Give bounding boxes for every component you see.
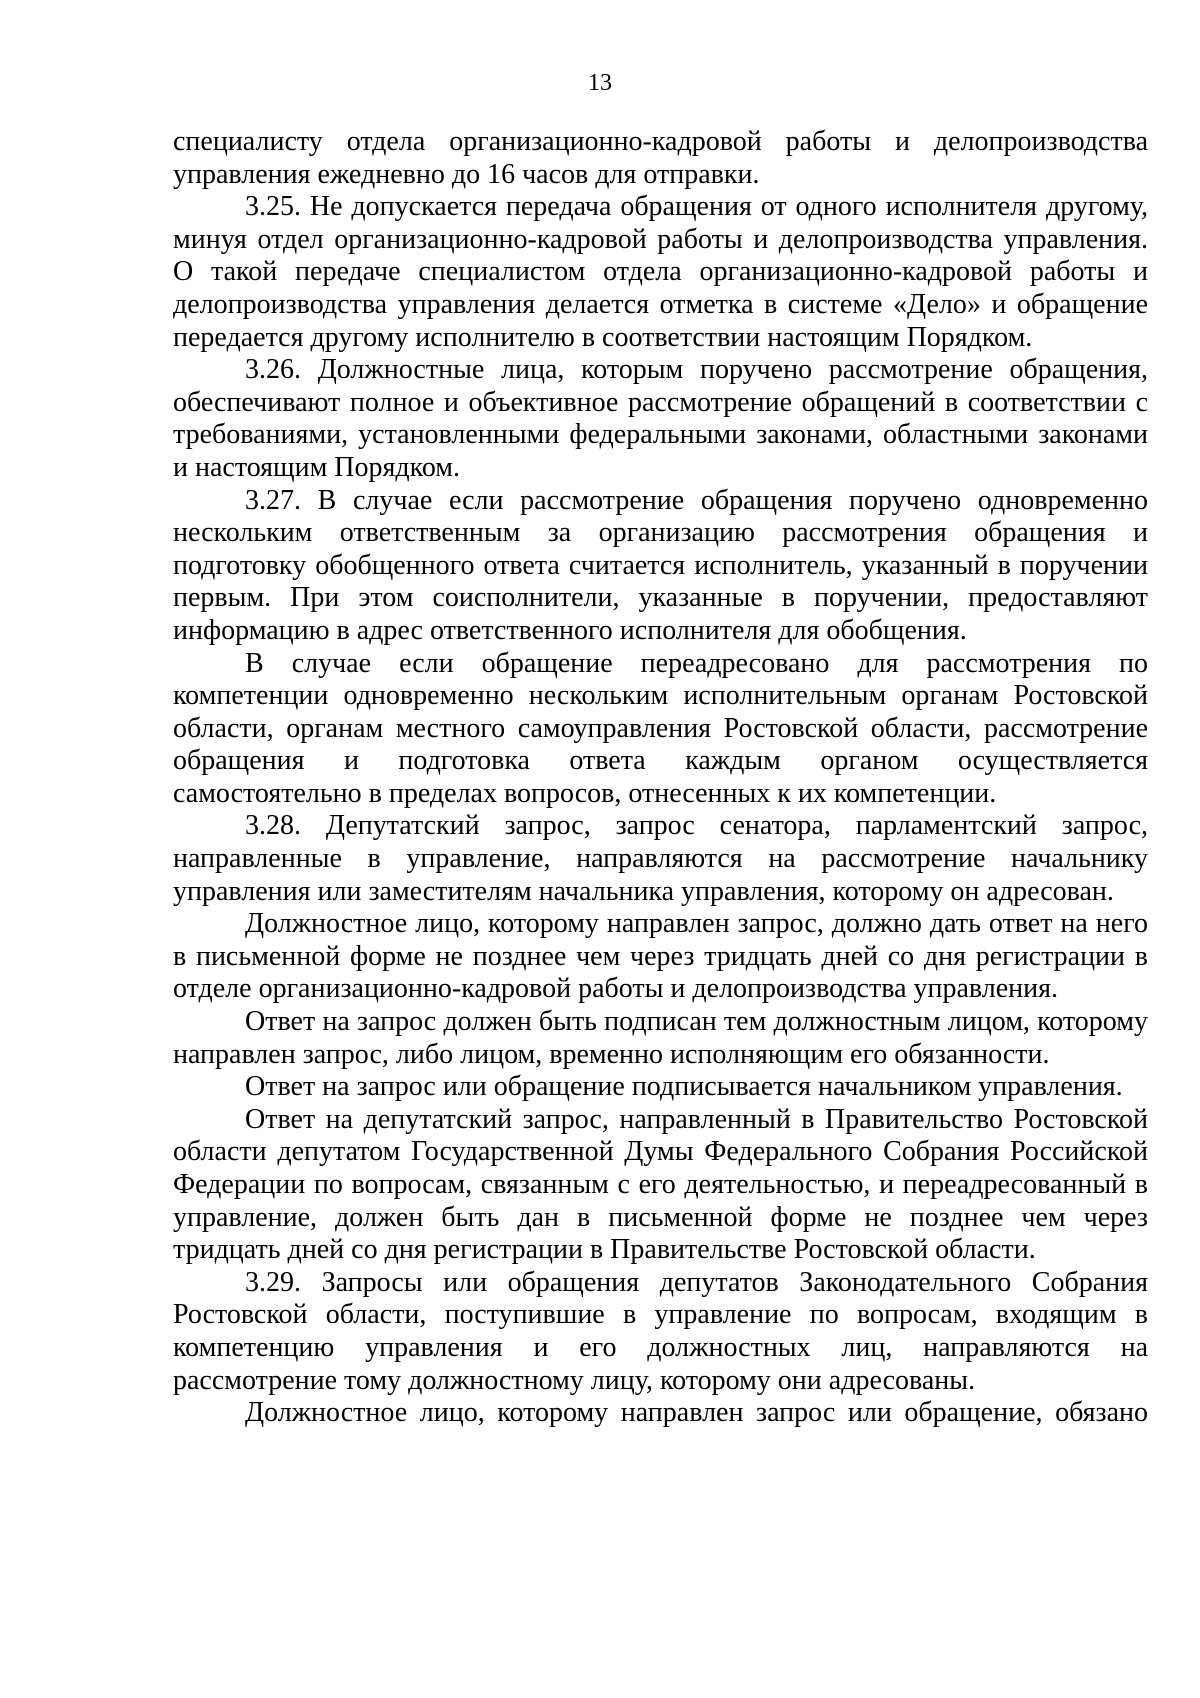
paragraph-3-28-signature: Ответ на запрос должен быть подписан тем должностным лицом, которому направлен запрос, либо лицом, временно исполняющим его обязанности. — [173, 1006, 1148, 1070]
paragraph-1: специалисту отдела организационно-кадровой работы и делопроизводства управления ежедневно до 16 часов для отправки. — [173, 126, 1148, 190]
paragraph-3-25: 3.25. Не допускается передача обращения от одного исполнителя другому, минуя отдел организационно-кадровой работы и делопроизводства управления. О такой передаче специалистом отдела организационно-кадровой работы и делопроизводства управления делается отметка в системе «Дело» и обращение передается другому исполнителю в соответствии настоящим Порядком. — [173, 191, 1148, 353]
paragraph-3-26: 3.26. Должностные лица, которым поручено рассмотрение обращения, обеспечивают полное и объективное рассмотрение обращений в соответствии с требованиями, установленными федеральными законами, областными законами и настоящим Порядком. — [173, 354, 1148, 483]
paragraph-3-28-duma: Ответ на депутатский запрос, направленный в Правительство Ростовской области депутатом Государственной Думы Федерального Собрания Российской Федерации по вопросам, связанным с его деятельностью, и переадресованный в управление, должен быть дан в письменной форме не позднее чем через тридцать дней со дня регистрации в Правительстве Ростовской области. — [173, 1103, 1148, 1266]
document-body — [173, 126, 1148, 1430]
paragraph-3-27-cont: В случае если обращение переадресовано для рассмотрения по компетенции одновременно нескольким исполнительным органам Ростовской области, органам местного самоуправления Ростовской области, рассмотрение обращения и подготовка ответа каждым органом осуществляется самостоятельно в пределах вопросов, отнесенных к их компетенции. — [173, 647, 1148, 809]
page-number: 13 — [588, 70, 612, 96]
paragraph-3-28: 3.28. Депутатский запрос, запрос сенатора, парламентский запрос, направленные в управление, направляются на рассмотрение начальнику управления или заместителям начальника управления, которому он адресован. — [173, 810, 1148, 907]
paragraph-3-29: 3.29. Запросы или обращения депутатов Законодательного Собрания Ростовской области, поступившие в управление по вопросам, входящим в компетенцию управления и его должностных лиц, направляются на рассмотрение тому должностному лицу, которому они адресованы. — [173, 1266, 1148, 1396]
paragraph-3-27: 3.27. В случае если рассмотрение обращения поручено одновременно нескольким ответственным за организацию рассмотрения обращения и подготовку обобщенного ответа считается исполнитель, указанный в поручении первым. При этом соисполнители, указанные в поручении, предоставляют информацию в адрес ответственного исполнителя для обобщения. — [173, 484, 1148, 646]
paragraph-3-28-response: Должностное лицо, которому направлен запрос, должно дать ответ на него в письменной форме не позднее чем через тридцать дней со дня регистрации в отделе организационно-кадровой работы и делопроизводства управления. — [173, 908, 1148, 1005]
paragraph-3-29-cont: Должностное лицо, которому направлен запрос или обращение, обязано — [245, 1397, 1148, 1429]
paragraph-3-28-signed-by: Ответ на запрос или обращение подписывается начальником управления. — [245, 1071, 1123, 1103]
